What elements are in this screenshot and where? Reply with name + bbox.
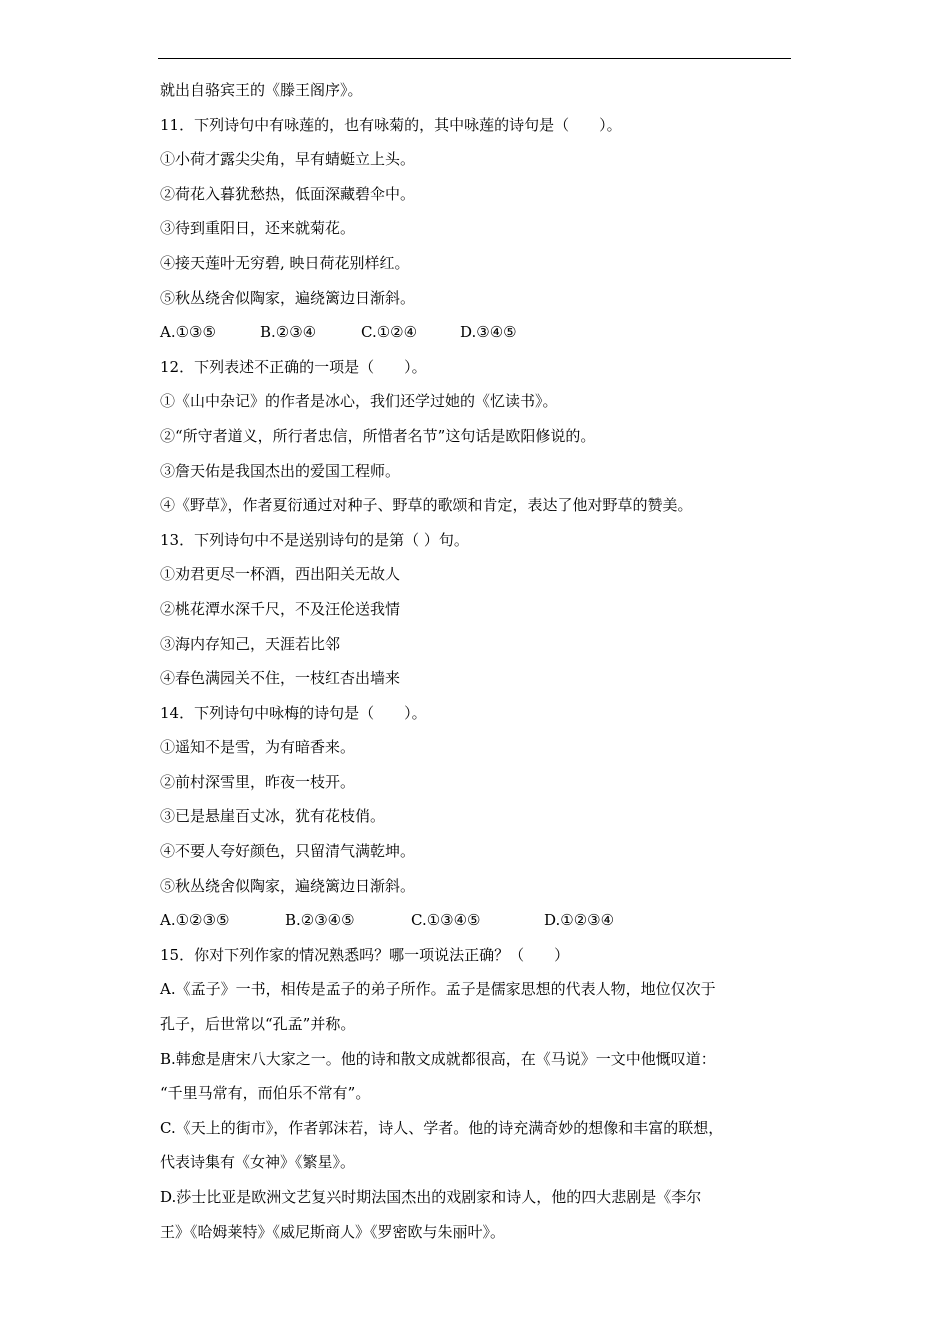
question-15-text: “千里马常有，而伯乐不常有”。 xyxy=(160,1084,371,1103)
question-11-item: ②荷花入暮犹愁热，低面深藏碧伞中。 xyxy=(160,184,416,203)
question-15-text: 王》《哈姆莱特》《威尼斯商人》《罗密欧与朱丽叶》。 xyxy=(160,1222,506,1241)
question-11-choices xyxy=(160,315,800,350)
question-15-stem: 15．你对下列作家的情况熟悉吗？哪一项说法正确？（ ） xyxy=(160,945,570,964)
document-body xyxy=(160,73,800,1249)
question-13-stem: 13．下列诗句中不是送别诗句的是第（ ）句。 xyxy=(160,530,469,549)
question-12-item: ③詹天佑是我国杰出的爱国工程师。 xyxy=(160,461,401,480)
choice-c: C.①②④ xyxy=(361,323,418,342)
choice-b: B.②③④ xyxy=(260,323,317,342)
choice-a: A.①③⑤ xyxy=(160,323,216,342)
header-rule xyxy=(158,58,791,59)
question-14-item: ①遥知不是雪，为有暗香来。 xyxy=(160,738,356,757)
question-14-item: ②前村深雪里，昨夜一枝开。 xyxy=(160,772,356,791)
choice-a: A.①②③⑤ xyxy=(160,911,230,930)
question-14-item: ③已是悬崖百丈冰，犹有花枝俏。 xyxy=(160,807,386,826)
question-12-item: ①《山中杂记》的作者是冰心，我们还学过她的《忆读书》。 xyxy=(160,392,558,411)
question-14-item: ④不要人夸好颜色，只留清气满乾坤。 xyxy=(160,842,416,861)
question-12-item: ②“所守者道义，所行者忠信，所惜者名节”这句话是欧阳修说的。 xyxy=(160,426,596,445)
question-14-stem: 14．下列诗句中咏梅的诗句是（ ）。 xyxy=(160,703,427,722)
choice-b: B.②③④⑤ xyxy=(285,911,355,930)
question-15-text: B.韩愈是唐宋八大家之一。他的诗和散文成就都很高，在《马说》一文中他慨叹道： xyxy=(160,1049,716,1068)
question-13-item: ②桃花潭水深千尺，不及汪伦送我情 xyxy=(160,599,401,618)
question-11-stem: 11．下列诗句中有咏莲的，也有咏菊的，其中咏莲的诗句是（ ）。 xyxy=(160,115,622,134)
question-15-text: A.《孟子》一书，相传是孟子的弟子所作。孟子是儒家思想的代表人物，地位仅次于 xyxy=(160,980,716,999)
question-11-item: ③待到重阳日，还来就菊花。 xyxy=(160,219,356,238)
question-15-text: D.莎士比亚是欧洲文艺复兴时期法国杰出的戏剧家和诗人，他的四大悲剧是《李尔 xyxy=(160,1188,702,1206)
question-13-item: ③海内存知己，天涯若比邻 xyxy=(160,634,341,653)
question-14-item: ⑤秋丛绕舍似陶家，遍绕篱边日渐斜。 xyxy=(160,876,416,895)
question-15-text: C.《天上的街市》，作者郭沫若，诗人、学者。他的诗充满奇妙的想像和丰富的联想， xyxy=(160,1118,724,1137)
question-11-item: ④接天莲叶无穷碧, 映日荷花别样红。 xyxy=(160,253,410,272)
question-12-item: ④《野草》，作者夏衍通过对种子、野草的歌颂和肯定，表达了他对野草的赞美。 xyxy=(160,496,693,515)
choice-d: D.①②③④ xyxy=(544,911,615,930)
question-14-choices xyxy=(160,903,800,938)
choice-c: C.①③④⑤ xyxy=(411,911,481,930)
question-15-text: 孔子，后世常以“孔孟”并称。 xyxy=(160,1015,356,1034)
question-11-item: ①小荷才露尖尖角，早有蜻蜓立上头。 xyxy=(160,150,416,169)
question-15-text: 代表诗集有《女神》《繁星》。 xyxy=(160,1153,356,1172)
choice-d: D.③④⑤ xyxy=(460,323,517,342)
question-13-item: ①劝君更尽一杯酒，西出阳关无故人 xyxy=(160,565,401,584)
intro-line: 就出自骆宾王的《滕王阁序》。 xyxy=(160,81,363,99)
question-11-item: ⑤秋丛绕舍似陶家，遍绕篱边日渐斜。 xyxy=(160,288,416,307)
question-12-stem: 12．下列表述不正确的一项是（ ）。 xyxy=(160,357,427,376)
question-13-item: ④春色满园关不住，一枝红杏出墙来 xyxy=(160,669,401,688)
